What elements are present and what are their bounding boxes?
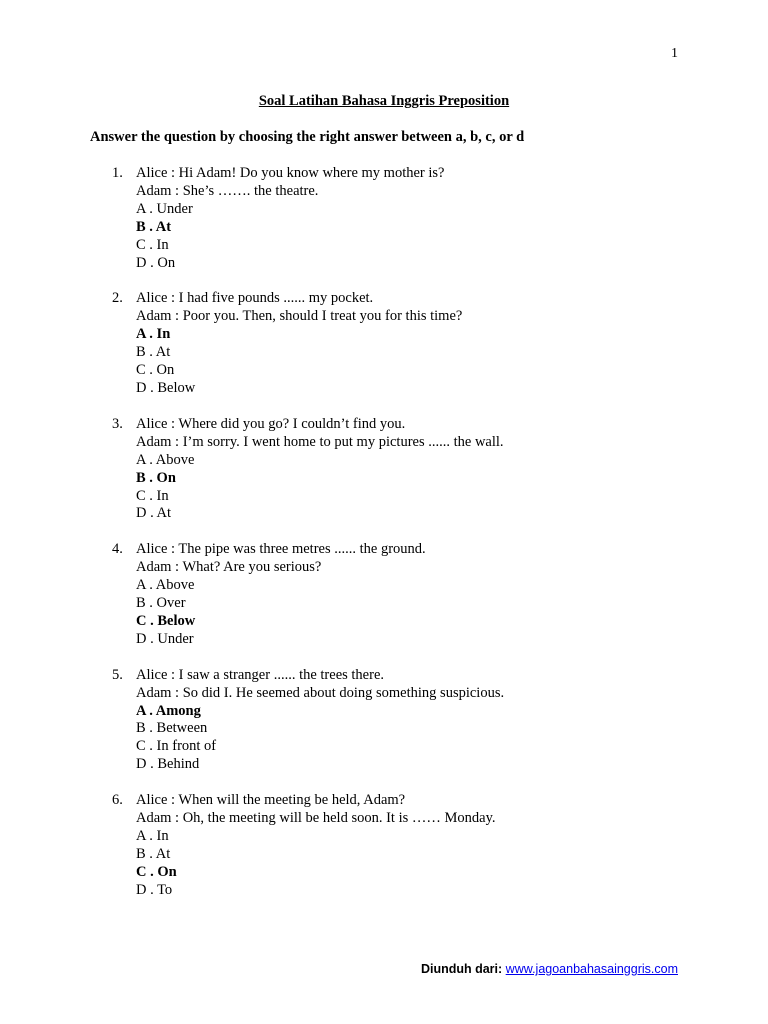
question-item	[112, 165, 712, 272]
answer-option-correct: A . Among	[136, 702, 201, 719]
answer-option: D . On	[136, 254, 176, 271]
dialog-line: Adam : Oh, the meeting will be held soon. It is …… Monday.	[136, 810, 496, 827]
question-item	[112, 792, 712, 899]
answer-option: A . Above	[136, 451, 195, 468]
question-list	[112, 165, 712, 918]
question-number: 1.	[112, 165, 123, 181]
answer-option: B . At	[136, 845, 171, 862]
answer-option-correct: C . Below	[136, 612, 196, 629]
question-body	[136, 416, 712, 523]
answer-option: A . In	[136, 828, 169, 844]
dialog-line: Alice : Where did you go? I couldn’t find you.	[136, 415, 406, 432]
question-item	[112, 290, 712, 397]
question-body	[136, 667, 712, 774]
answer-option: C . In	[136, 236, 169, 253]
question-item	[112, 416, 712, 523]
answer-option: B . Between	[136, 720, 208, 737]
answer-option: A . Above	[136, 577, 195, 594]
answer-option: A . Under	[136, 200, 193, 217]
question-number: 5.	[112, 666, 123, 683]
footer-label: Diunduh dari:	[420, 962, 503, 976]
question-body	[136, 541, 712, 648]
question-row	[112, 541, 712, 648]
answer-option: C . On	[136, 362, 175, 379]
page-number: 1	[671, 46, 678, 61]
footer	[421, 962, 678, 976]
answer-option: D . At	[136, 505, 172, 522]
answer-option: B . Over	[136, 595, 186, 612]
answer-option-correct: B . At	[136, 218, 172, 235]
question-body	[136, 792, 712, 899]
page-title: Soal Latihan Bahasa Inggris Preposition	[258, 93, 510, 109]
answer-option: D . Under	[136, 630, 194, 647]
question-row	[112, 165, 712, 272]
footer-link[interactable]: www.jagoanbahasainggris.com	[505, 962, 678, 976]
dialog-line: Alice : I saw a stranger ...... the trees there.	[136, 666, 385, 683]
question-row	[112, 792, 712, 899]
question-row	[112, 290, 712, 397]
question-item	[112, 541, 712, 648]
question-number: 3.	[112, 415, 123, 432]
question-number: 4.	[112, 541, 123, 558]
question-item	[112, 667, 712, 774]
answer-option: C . In	[136, 487, 169, 504]
dialog-line: Alice : The pipe was three metres ...... the ground.	[136, 541, 426, 558]
instruction-text: Answer the question by choosing the right answer between a, b, c, or d	[90, 129, 525, 145]
answer-option: C . In front of	[136, 738, 217, 755]
dialog-line: Alice : When will the meeting be held, Adam?	[136, 792, 406, 809]
question-number: 6.	[112, 792, 123, 809]
question-body	[136, 165, 712, 272]
answer-option: D . To	[136, 881, 173, 898]
answer-option: B . At	[136, 344, 171, 361]
question-row	[112, 416, 712, 523]
answer-option: D . Behind	[136, 756, 200, 773]
answer-option: D . Below	[136, 379, 196, 396]
answer-option-correct: A . In	[136, 326, 171, 343]
dialog-line: Adam : She’s ……. the theatre.	[136, 182, 319, 199]
dialog-line: Adam : I’m sorry. I went home to put my pictures ...... the wall.	[136, 433, 504, 450]
answer-option-correct: B . On	[136, 469, 176, 486]
dialog-line: Adam : Poor you. Then, should I treat you for this time?	[136, 308, 463, 325]
answer-option-correct: C . On	[136, 863, 177, 880]
question-row	[112, 667, 712, 774]
dialog-line: Adam : So did I. He seemed about doing something suspicious.	[136, 684, 505, 701]
question-number: 2.	[112, 290, 123, 307]
dialog-line: Alice : Hi Adam! Do you know where my mother is?	[136, 165, 445, 181]
question-body	[136, 290, 712, 397]
dialog-line: Alice : I had five pounds ...... my pocket.	[136, 290, 374, 307]
dialog-line: Adam : What? Are you serious?	[136, 559, 322, 576]
